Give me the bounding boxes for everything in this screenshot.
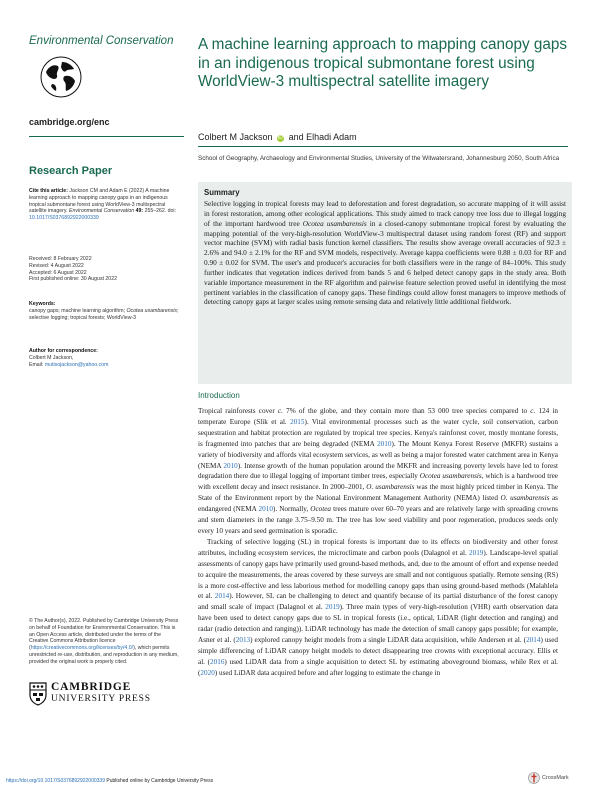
section-heading-introduction: Introduction bbox=[198, 391, 240, 400]
correspondence-email-link[interactable]: mutisojackson@yahoo.com bbox=[44, 361, 109, 368]
citation-link[interactable]: 2010 bbox=[377, 439, 392, 448]
journal-name: Environmental Conservation bbox=[29, 35, 174, 47]
summary-part-1: Selective logging in tropical forests may lead to deforestation and forest degradation, so accurate mapping of it will assist in forest restoration, among other ecological applications. This study aimed to track canopy tree loss due to illegal logging of the important hardwood tree bbox=[204, 199, 566, 228]
body-text bbox=[198, 406, 558, 679]
license-text-2: ), which permits unrestricted re-use, distribution, and reproduction in any medium, provided the original work is properly cited. bbox=[29, 645, 179, 665]
doi-link[interactable]: https://doi.org/10.1017/S0376892922000339 bbox=[6, 778, 105, 784]
keywords-species: Ocotea usambarensis bbox=[126, 307, 177, 314]
site-url[interactable]: cambridge.org/enc bbox=[29, 117, 110, 127]
summary-text bbox=[204, 199, 566, 307]
author-2: and Elhadi Adam bbox=[288, 132, 357, 142]
citation-block bbox=[29, 188, 179, 222]
publisher-name bbox=[51, 682, 151, 705]
orcid-icon[interactable]: iD bbox=[278, 135, 283, 141]
crossmark-badge[interactable] bbox=[528, 772, 568, 784]
dates-block bbox=[29, 256, 179, 283]
citation-text: Jackson CM and Adam E (2022) A machine learning approach to mapping canopy gaps in an indigenous tropical submontane forest using WorldView-3 multispectral satellite imagery. bbox=[29, 188, 170, 215]
citation-pages: 255–262. doi: bbox=[144, 208, 177, 215]
citation-link[interactable]: 2010 bbox=[258, 505, 273, 514]
summary-box bbox=[198, 182, 572, 384]
authors-line bbox=[198, 132, 357, 142]
date-received: Received: 8 February 2022 bbox=[29, 256, 92, 262]
publisher-line-1: CAMBRIDGE bbox=[51, 681, 132, 693]
citation-link[interactable]: 2015 bbox=[290, 417, 305, 426]
footer-doi bbox=[6, 778, 213, 784]
title-divider bbox=[198, 146, 568, 147]
summary-part-2: in a closed-canopy submontane tropical forest by evaluating the mapping potential of the very-high-resolution WorldView-3 multispectral dataset using random forest (RF) and support vector machine (SVM) with radial basis function kernel classifiers. The results show average overall accuracies of 92.3 ± 2.6% and 94.0 ± 2.1% for the RF and SVM models, respectively. Average kappa coefficients were 0.88 ± 0.03 for RF and 0.90 ± 0.02 for SVM. The user's and producer's accuracies for both classifiers were in the range of 84–100%. This study further indicates that vegetation indices derived from bands 5 and 6 helped detect canopy gaps in the study area. Both variable importance measurement in the RF algorithm and pairwise feature selection proved useful in identifying the most pertinent variables in the classification of canopy gaps. These findings could allow forest managers to improve methods of detecting canopy gaps at larger scales using remote sensing data and relatively little additional fieldwork. bbox=[204, 218, 566, 307]
sidebar-divider bbox=[29, 136, 184, 137]
crest-icon bbox=[29, 682, 47, 706]
article-type: Research Paper bbox=[29, 165, 113, 177]
license-text: © The Author(s), 2022. Published by Cambridge University Press on behalf of Foundation for Environmental Conservation. This is an Open Access article, distributed under the terms of the Creative Commons Attribution licence ( bbox=[29, 618, 179, 652]
paragraph-2: Tracking of selective logging (SL) in tropical forests is important due to its effects on biodiversity and other forest attributes, including ecosystem services, the microclimate and carbon pools (Dalagnol et al. 2019). Landscape-level spatial assessments of canopy gaps have primarily used ground-based methods, and, due to the amount of effort and expense needed to acquire the measurements, the areas covered by these surveys are small and not contiguous spatially. Remote sensing (RS) is a more cost-effective and less laborious method for modelling canopy gaps than using ground-based methods (Malahlela et al. 2014). However, SL can be challenging to detect and quantify because of its partial disturbance of the forest canopy and small scale of impact (Dalagnol et al. 2019). Three main types of very-high-resolution (VHR) earth observation data have been used to detect canopy gaps due to SL in tropical forests (i.e., optical, LiDAR (light detection and ranging) and radar (radio detection and ranging)). LiDAR technology has made the detection of small canopy gaps possible; for example, Asner et al. (2013) explored canopy height models from a single LiDAR data acquisition, while Andersen et al. (2014) used simple differencing of LiDAR canopy height models to detect disappearing tree crowns with exceptional accuracy. Ellis et al. (2016) used LiDAR data from a single acquisition to detect SL by estimating aboveground biomass, while Rex et al. (2020) used LiDAR data acquired before and after logging to estimate the change in bbox=[198, 537, 559, 677]
citation-link[interactable]: 2019 bbox=[325, 603, 340, 612]
keywords-text: canopy gaps; machine learning algorithm; bbox=[29, 307, 126, 314]
crossmark-label: CrossMark bbox=[542, 775, 569, 781]
citation-link[interactable]: 2019 bbox=[469, 548, 484, 557]
citation-link[interactable]: 2014 bbox=[214, 592, 230, 601]
crossmark-icon bbox=[528, 772, 540, 784]
correspondence-name: Colbert M Jackson, bbox=[29, 354, 74, 361]
date-revised: Revised: 4 August 2022 bbox=[29, 262, 84, 269]
keywords-text-2: ; selective logging; tropical forests; WorldView-3 bbox=[29, 307, 179, 321]
affiliation: School of Geography, Archaeology and Environmental Studies, University of the Witwatersrand, Johannesburg 2050, South Africa bbox=[198, 155, 560, 162]
doi-suffix: Published online by Cambridge University Press bbox=[104, 778, 214, 784]
license-link[interactable]: https://creativecommons.org/licenses/by/4.0/ bbox=[30, 645, 134, 652]
citation-link[interactable]: 2016 bbox=[210, 657, 225, 666]
publisher-logo bbox=[29, 682, 159, 708]
globe-icon bbox=[40, 56, 82, 98]
email-label: Email: bbox=[29, 361, 44, 368]
citation-label: Cite this article: bbox=[29, 188, 68, 194]
citation-link[interactable]: 2014 bbox=[526, 636, 541, 645]
author-1: Colbert M Jackson bbox=[198, 132, 273, 142]
citation-link[interactable]: 2013 bbox=[235, 636, 251, 645]
article-title: A machine learning approach to mapping canopy gaps in an indigenous tropical submontane forest using WorldView-3 multispectral satellite imagery bbox=[198, 36, 568, 91]
publisher-line-2: UNIVERSITY PRESS bbox=[51, 693, 151, 704]
summary-species: Ocotea usambarensis bbox=[302, 218, 367, 228]
paragraph-1: Tropical rainforests cover c. 7% of the globe, and they contain more than 53 000 tree species compared to c. 124 in temperate Europe (Slik et al. 2015). Vital environmental processes such as the water cycle, soil conservation, carbon sequestration and habitat protection are regulated by tropical tree species. Kenya's rainforest cover, mostly montane forests, is fragmented into patches that are being degraded (NEMA 2010). The Mount Kenya Forest Reserve (MKFR) sustains a variety of biodiversity and affords vital ecosystem services, as well as being a major forested water catchment area in Kenya (NEMA 2010). Intense growth of the human population around the MKFR and increasing poverty levels have led to forest degradation there due to illegal logging of important timber trees, especially Ocotea usambarensis, which is a hardwood tree with excellent decay and insect resistance. In 2000–2001, O. usambarensis was the most highly priced timber in Kenya. The State of the Environment report by the National Environment Management Authority (NEMA) listed O. usambarensis as endangered (NEMA 2010). Normally, Ocotea trees mature over 60–70 years and are relatively large with spreading crowns and stem diameters in the range 3.75–9.50 m. The tree has low seed viability and poor regeneration, produces seeds only every 10 years and seed germination is sporadic. bbox=[198, 407, 559, 535]
date-published: First published online: 30 August 2022 bbox=[29, 276, 117, 283]
keywords-label: Keywords: bbox=[29, 301, 56, 307]
citation-volume: 49: bbox=[135, 208, 144, 215]
date-accepted: Accepted: 6 August 2022 bbox=[29, 269, 87, 276]
summary-heading: Summary bbox=[204, 188, 240, 197]
license-block bbox=[29, 618, 179, 666]
correspondence-label: Author for correspondence: bbox=[29, 348, 98, 354]
citation-link[interactable]: 2020 bbox=[200, 668, 215, 677]
citation-doi-link[interactable]: 10.1017/S0376892922000339 bbox=[29, 215, 99, 222]
citation-link[interactable]: 2010 bbox=[223, 461, 238, 470]
correspondence-block bbox=[29, 348, 179, 368]
citation-journal: Environmental Conservation bbox=[69, 208, 135, 215]
keywords-block bbox=[29, 301, 179, 321]
